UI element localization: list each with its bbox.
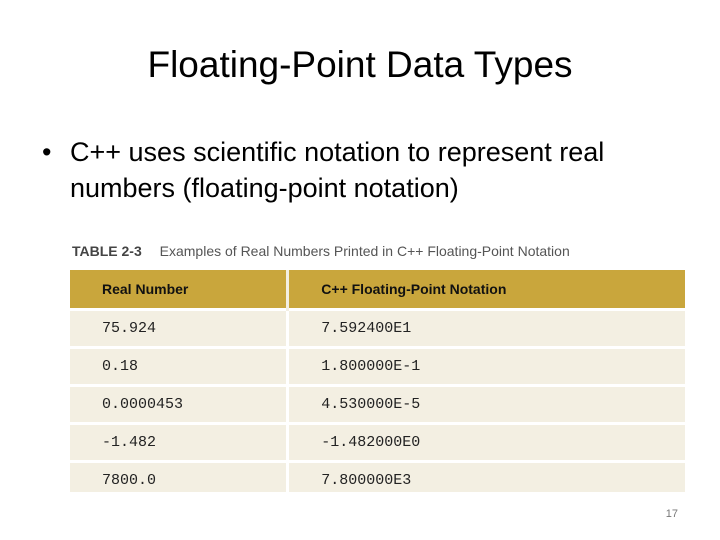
real-number-cell: 0.18: [70, 348, 288, 386]
notation-table: [70, 270, 685, 498]
real-number-cell: 0.0000453: [70, 386, 288, 424]
table-row: [70, 462, 685, 499]
real-number-cell: 75.924: [70, 310, 288, 348]
header-cpp-notation: C++ Floating-Point Notation: [288, 270, 685, 310]
notation-cell: 4.530000E-5: [288, 386, 685, 424]
table-row: [70, 386, 685, 424]
table-caption-text: Examples of Real Numbers Printed in C++ Floating-Point Notation: [159, 243, 570, 259]
bullet-icon: •: [42, 137, 52, 167]
table-caption: [72, 243, 682, 259]
real-number-cell: 7800.0: [70, 462, 288, 499]
notation-table-container: [70, 270, 685, 492]
table-row: [70, 424, 685, 462]
table-header-row: [70, 270, 685, 310]
slide-title: Floating-Point Data Types: [147, 44, 573, 85]
table-row: [70, 348, 685, 386]
notation-cell: 7.592400E1: [288, 310, 685, 348]
table-row: [70, 310, 685, 348]
table-caption-label: TABLE 2-3: [72, 243, 142, 259]
notation-cell: 1.800000E-1: [288, 348, 685, 386]
real-number-cell: -1.482: [70, 424, 288, 462]
page-number: 17: [665, 508, 678, 520]
notation-cell: 7.800000E3: [288, 462, 685, 499]
notation-cell: -1.482000E0: [288, 424, 685, 462]
bullet-text: C++ uses scientific notation to represent real numbers (floating-point notation): [70, 137, 605, 203]
header-real-number: Real Number: [70, 270, 288, 310]
